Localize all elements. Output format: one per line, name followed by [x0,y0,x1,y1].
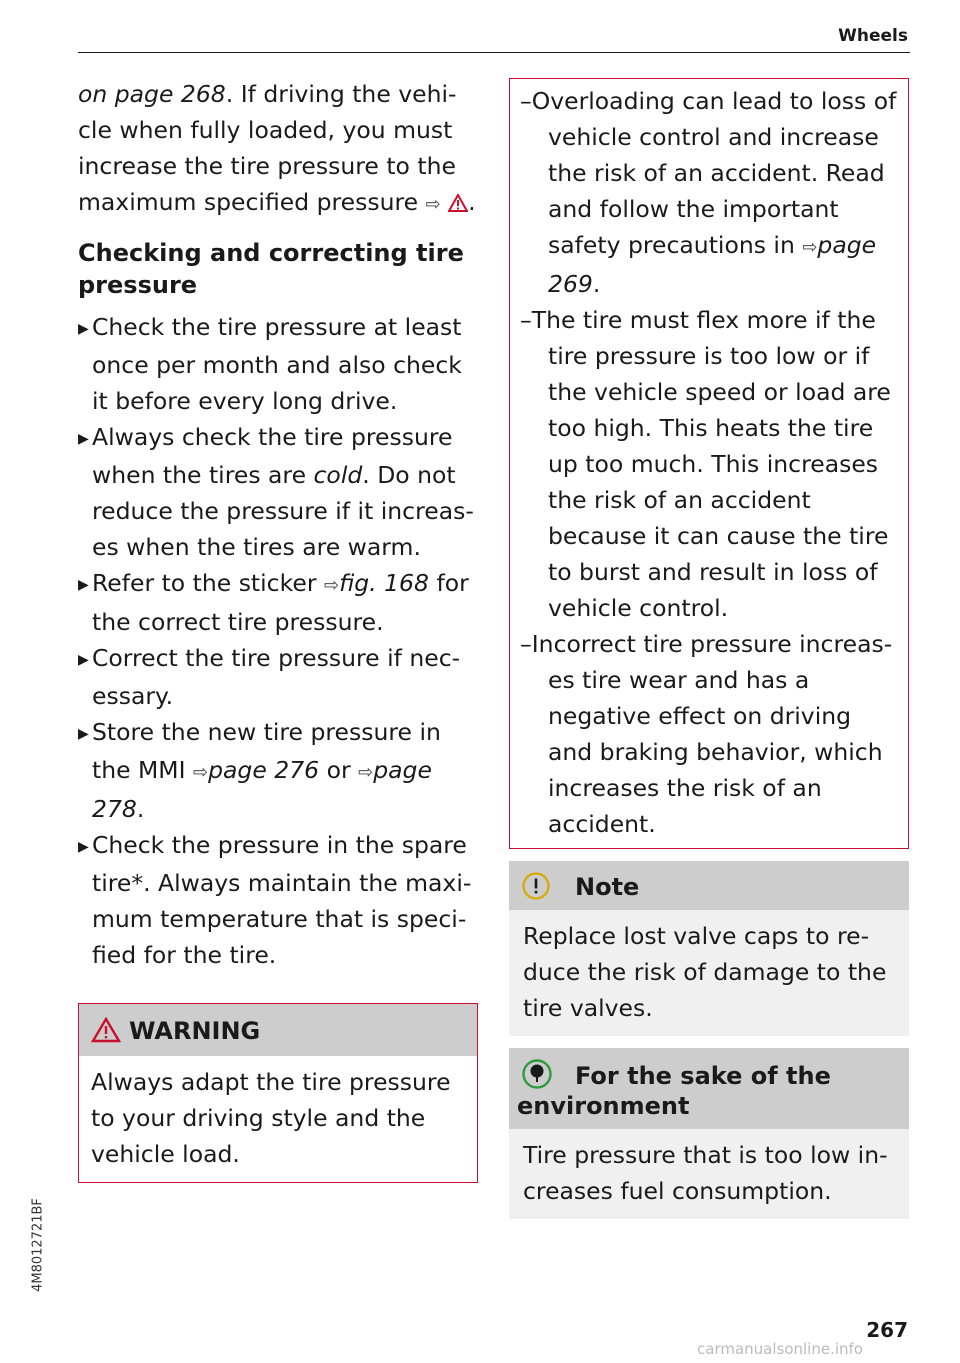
warning-triangle-icon[interactable] [448,194,468,212]
environment-box [509,1048,909,1219]
step-marker-icon: ▶ [78,577,89,593]
page-reference[interactable]: page 276 [208,756,320,784]
arrow-right-icon: ⇨ [802,237,818,258]
warning-list-item: –Overloading can lead to loss of vehicle control and increase the risk of an accident. Read and follow the important safety precautions in ⇨page 269. [520,87,897,298]
tree-leaf-icon [521,1058,553,1090]
step-marker-icon: ▶ [78,321,89,337]
step-marker-icon: ▶ [78,839,89,855]
warning-title: WARNING [129,1017,261,1045]
step-item: ▶ Check the pressure in the spare tire*. Always maintain the maximum temperature that is specified for the tire. [78,831,472,969]
arrow-right-icon: ⇨ [193,762,209,783]
warning-body: Always adapt the tire pressure to your driving style and the vehicle load. [91,1068,451,1168]
warning-continuation-box [509,78,909,849]
page-reference[interactable]: page 278 [92,756,432,823]
watermark: carmanualsonline.info [697,1340,863,1358]
right-column [509,78,909,1219]
arrow-right-icon: ⇨ [425,194,441,215]
environment-title: For the sake of the environment [517,1062,831,1120]
warning-list-item: –The tire must flex more if the tire pressure is too low or if the vehicle speed or load are too high. This heats the tire up too much. This increases the risk of an accident because it can cause the tire to burst and result in loss of vehicle control. [520,306,891,622]
left-column [78,76,478,1183]
document-code: 4M8012721BF [30,1198,46,1292]
step-item: ▶ Check the tire pressure at least once per month and also check it before every long drive. [78,313,462,415]
step-marker-icon: ▶ [78,431,89,447]
arrow-right-icon: ⇨ [323,575,340,596]
step-marker-icon: ▶ [78,652,89,668]
running-header: Wheels [838,26,908,46]
section-heading: Checking and correcting tire pressure [78,239,464,299]
note-title: Note [575,873,640,901]
note-box-header [509,861,909,910]
page-reference[interactable]: on page 268 [78,80,226,108]
step-marker-icon: ▶ [78,726,89,742]
step-item: ▶ Correct the tire pressure if necessary. [78,644,461,710]
warning-box [78,1003,478,1183]
arrow-right-icon: ⇨ [358,762,374,783]
step-item: ▶ Refer to the sticker ⇨fig. 168 for the correct tire pressure. [78,569,469,636]
warning-box-header [79,1004,477,1056]
header-rule [78,52,910,53]
intro-paragraph: on page 268. If driving the vehicle when fully loaded, you must increase the tire pressure to the maximum specified pressure ⇨ . [78,80,476,216]
warning-list-item: –Incorrect tire pressure increases tire wear and has a negative effect on driving and braking behavior, which increases the risk of an accident. [520,630,893,838]
figure-reference[interactable]: fig. 168 [339,569,429,597]
info-exclamation-icon [521,871,551,901]
page-reference[interactable]: page 269 [548,231,877,298]
environment-box-header [509,1048,909,1129]
step-item: ▶ Always check the tire pressure when the tires are cold. Do not reduce the pressure if it increases when the tires are warm. [78,423,474,561]
note-body: Replace lost valve caps to reduce the risk of damage to the tire valves. [523,922,887,1022]
steps-list [78,309,478,973]
page-number: 267 [866,1318,908,1342]
environment-body: Tire pressure that is too low increases fuel consumption. [523,1141,888,1205]
note-box [509,861,909,1036]
step-item: ▶ Store the new tire pressure in the MMI ⇨page 276 or ⇨page 278. [78,718,441,823]
warning-triangle-icon [91,1017,121,1043]
